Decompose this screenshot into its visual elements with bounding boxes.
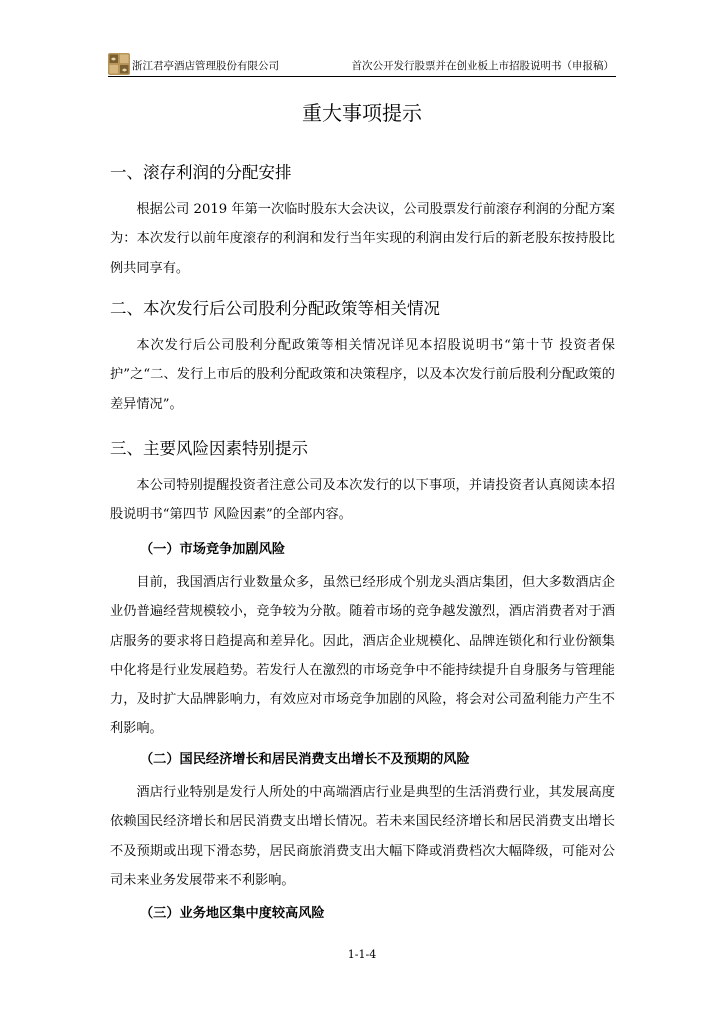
page-title: 重大事项提示 — [302, 101, 422, 125]
subsection-paragraph-1: 目前，我国酒店行业数量众多，虽然已经形成个别龙头酒店集团，但大多数酒店企业仍普遍经营规模较小，竞争较为分散。随着市场的竞争越发激烈，酒店消费者对于酒店服务的要求将日趋提高和差异化。因此，酒店企业规模化、品牌连锁化和行业份额集中化将是行业发展趋势。若发行人在激烈的市场竞争中不能持续提升自身服务与管理能力，及时扩大品牌影响力，有效应对市场竞争加剧的风险，将会对公司盈利能力产生不利影响。 — [110, 575, 615, 737]
company-logo-icon — [108, 53, 130, 75]
subsection-paragraph-2: 酒店行业特别是发行人所处的中高端酒店行业是典型的生活消费行业，其发展高度依赖国民经济增长和居民消费支出增长情况。若未来国民经济增长和居民消费支出增长不及预期或出现下滑态势，居民商旅消费支出大幅下降或消费档次大幅降级，可能对公司未来业务发展带来不利影响。 — [110, 785, 615, 888]
header-company-name: 浙江君亭酒店管理股份有限公司 — [132, 60, 279, 72]
subsection-heading-1: （一）市场竞争加剧风险 — [140, 542, 286, 557]
section-paragraph-3: 本公司特别提醒投资者注意公司及本次发行的以下事项，并请投资者认真阅读本招股说明书“第四节 风险因素”的全部内容。 — [110, 478, 615, 523]
section-paragraph-2: 本次发行后公司股利分配政策等相关情况详见本招股说明书“第十节 投资者保护”之“二、发行上市后的股利分配政策和决策程序，以及本次发行前后股利分配政策的差异情况”。 — [110, 338, 615, 412]
header-divider — [108, 76, 616, 77]
page-number: 1-1-4 — [347, 948, 377, 961]
section-heading-2: 二、本次发行后公司股利分配政策等相关情况 — [110, 299, 440, 318]
section-heading-3: 三、主要风险因素特别提示 — [110, 439, 308, 458]
section-paragraph-1: 根据公司 2019 年第一次临时股东大会决议，公司股票发行前滚存利润的分配方案为：本次发行以前年度滚存的利润和发行当年实现的利润由发行后的新老股东按持股比例共同享有。 — [110, 202, 615, 276]
subsection-heading-3: （三）业务地区集中度较高风险 — [140, 906, 325, 921]
header-document-title: 首次公开发行股票并在创业板上市招股说明书（申报稿） — [351, 60, 614, 72]
section-heading-1: 一、滚存利润的分配安排 — [110, 163, 292, 182]
subsection-heading-2: （二）国民经济增长和居民消费支出增长不及预期的风险 — [140, 752, 470, 767]
